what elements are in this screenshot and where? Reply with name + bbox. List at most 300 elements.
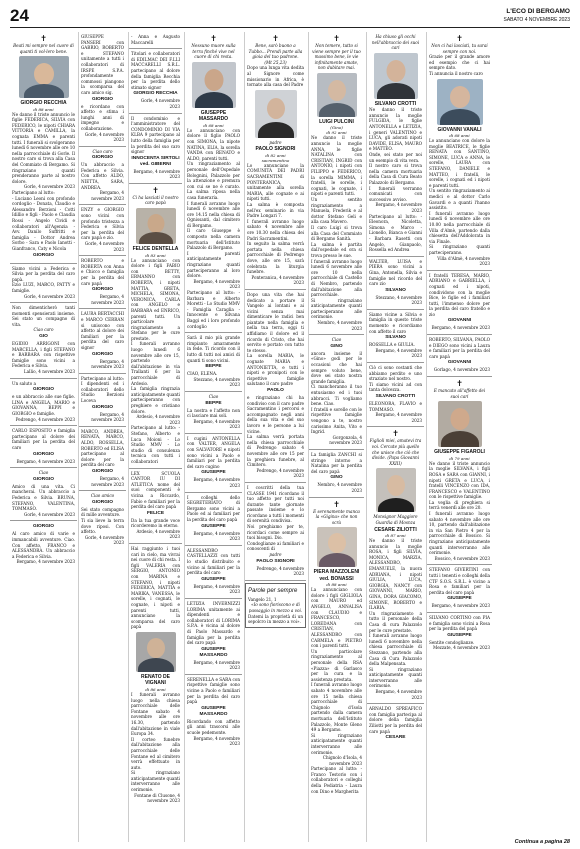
notice-text: Partecipano al lutto: - Barbara e Alberto Moretti - Lo Studio MMV - Famiglia Caraglia - Innocente e Silvana Baggi ed i loro profondo cordoglio bbox=[187, 290, 240, 329]
notice-text: Il caro Giuseppe è composto nella camera mortuaria dell'Istituto Palazzolo di Bergamo. bbox=[187, 228, 240, 251]
deceased-name: FELICE DENTELLA bbox=[132, 246, 179, 253]
notice-text: ROSSELLA e GIULIA. bbox=[369, 342, 415, 348]
notice-block bbox=[427, 335, 492, 377]
cross-icon: ✝ bbox=[152, 185, 159, 195]
notice-text: I fratelli e sorelle con le rispettive famiglie vengono a te, nostro carissimo Anita, Vito e Ingrid. bbox=[311, 406, 362, 435]
notice-text: Il nostro caro si trova nella camera mortuaria della Casa di Cura Beato Palazzolo di Bergamo. bbox=[369, 163, 422, 185]
notice-place: Bergamo, 4 novembre 2023 bbox=[91, 294, 124, 305]
notice-text: Il caro Luigi si trova alla Casa del Commiato di Bergamo Sanità. bbox=[311, 224, 362, 242]
deceased-name: PAOLO SIGNORI bbox=[255, 146, 296, 153]
notice-place: Bergamo, 4 novembre 2023 bbox=[193, 418, 240, 430]
portrait-photo bbox=[317, 527, 357, 567]
notice-place: Bergamo, 4 novembre 2023 bbox=[193, 477, 240, 489]
deceased-age: di 86 anni bbox=[145, 686, 166, 692]
notice-block bbox=[79, 32, 126, 147]
notice-text: La annunciano con dolore i figli GIGLIOLA con MAURO ed ANGELO, ANNALISA con CLAUDIO e FRANCESCO, LOREDANA con CRISTIAN, ALESSANDRO con CARMELA e PIETRO con i parenti tutti. bbox=[311, 587, 362, 649]
notice-text: Non dimenticherò tanti momenti spensierati insieme. Sei stato un compagno di vita. bbox=[12, 305, 75, 327]
notice-place: Gorle, 4 novembre 2023 bbox=[140, 98, 180, 109]
notice-block bbox=[185, 434, 242, 493]
notice-text: I funerali avranno luogo lunedì 6 novembre alle ore 14.15 nella chiesa di Ognissanti, dal cimitero di Bergamo. bbox=[187, 200, 240, 228]
deceased-nickname: (Gino) bbox=[330, 125, 343, 131]
notice-signori bbox=[245, 32, 306, 290]
notice-text: ELEONORA, FLAVIO e TOMMASO. bbox=[369, 401, 422, 412]
notice-text: I cugini ANTONELLA con VALTER, ANGELA con SALVATORE e nipoti sono vicini a Paolo e familiari per la perdita del caro cugino bbox=[187, 435, 240, 469]
deceased-name: GIORGIO RECCHIA bbox=[20, 100, 67, 107]
notice-text: LEX SCUOLA CANTOR IU DI ATLETICA nome del suoi componenti è vicina a Riccardo, Fabio e familiari per la perdita del caro papà bbox=[131, 470, 180, 510]
notice-place: Pedrengo, 4 novembre 2023 bbox=[15, 416, 75, 422]
deceased-age: di 92 anni bbox=[326, 130, 347, 136]
notice-place: Gorle, 4 novembre 2023 bbox=[84, 131, 124, 143]
column-3 bbox=[128, 32, 182, 842]
notice-text: La salma è composta nell'ex seminario in via Padre Longari 7. bbox=[247, 202, 304, 219]
notice-block bbox=[10, 303, 77, 379]
notice-text: Hai raggiunto i tuoi cari in cielo, ma vivrai nei cuore di chi resta. I figli VALERIA con SERGIO, ANTONIO con MARINA e STEFANO, i nipoti FEDERICA, MATTIA e MARIKA, VANESSA, le sorelle, i cognati, le cognate, i nipoti e parenti tutti, annunciano la scomparsa del caro papà bbox=[131, 546, 180, 630]
notice-text: La salma è partita dall'ospedale ed ora si trova presso le sue. bbox=[311, 241, 362, 258]
notice-text: Ciò ci sono costanti che abbiamo perdito e uno straziato nel nostro. bbox=[369, 365, 422, 382]
notice-text: Si ringraziano anticipatamente quanti interverranno alle cerimonie. bbox=[131, 770, 180, 793]
notice-place: Bergamo, 4 novembre 2023 bbox=[375, 412, 422, 423]
notice-text: La nostra e l'affetto non ci lasciare mai soli. bbox=[187, 407, 240, 419]
notice-signature: GINO bbox=[330, 475, 343, 481]
notice-signature: GIORGIO bbox=[32, 524, 55, 530]
cross-icon: ✝ bbox=[456, 379, 463, 389]
notice-block bbox=[427, 565, 492, 613]
notice-ziliotti bbox=[367, 427, 424, 704]
deceased-age: di 83 anni bbox=[145, 252, 166, 258]
notice-text: Ne danno il triste annuncio la moglie FULGIDA, le figlie ANTONELLA e LETIZIA, i generi VALENTINO e LUCA, gli adorati nipoti DAVIDE, ELISA, MAURO e MATTEO. bbox=[369, 107, 422, 152]
deceased-name: GIOVANNI VANALI bbox=[437, 126, 482, 133]
notice-text: La sorella MARIA, le cognate MARIA e ANTONIETTA, e tutti i nipoti e pronipoti con le rispettive famiglie salutano il caro padre bbox=[247, 353, 304, 387]
notice-signature: GIORGIO bbox=[32, 476, 55, 482]
notice-place: Ardesio, 4 novembre 2023 bbox=[136, 414, 180, 425]
deceased-age: di 87 anni bbox=[385, 533, 406, 539]
notice-place: Bergamo, 4 novembre 2023 bbox=[133, 168, 180, 180]
notice-text: Lo annunciano la COMUNITÀ DEI PADRI SACRAMENTINI di PONTERANICA, unitamente alla sorella MARIA, alle cognate e ai nipoti tutti. bbox=[247, 162, 304, 202]
deceased-age: di 82 anni bbox=[265, 152, 286, 158]
notice-block bbox=[185, 599, 242, 675]
notice-text: e ricordano con affetto e stima i lunghi anni di impegno e collaborazione. bbox=[81, 103, 124, 131]
notice-signature: GIORGIO bbox=[32, 451, 55, 457]
notice-signature: GINO bbox=[330, 343, 343, 349]
notice-block bbox=[79, 205, 126, 256]
notice-text: Siamo vicine a Silvia e famiglia in questo triste momento e ricordiamo con affetto il caro bbox=[369, 311, 422, 334]
notice-signature: GIO bbox=[39, 334, 48, 340]
portrait-photo bbox=[136, 632, 176, 672]
notice-block bbox=[129, 49, 182, 113]
notice-text: LETIZIA INVERNIZZI LORIMA unitamente ai dipendenti e collaboratori di LORIMA S.P.A. è vicina al dolore di Paolo Massardo e famiglia per la perdita del caro papà bbox=[187, 600, 240, 646]
notice-text: Lo annunciano con dolore il figlio PAOLO con SIMONA, la nipote NATINA, ELIA, la sorella VANDA con RENATO e ALDO, parenti tutti. bbox=[187, 127, 240, 161]
notice-text: Ciao caro bbox=[92, 148, 113, 154]
deceased-name: GIUSEPPE FIGAROLI bbox=[434, 449, 485, 456]
notice-text: I coscritti della tua CLASSE 1941 ricordano il tuo affetto per tutti noi durante tante giornate passate insieme e lo ricordano a tutti i momenti di serenità condivisa. bbox=[247, 484, 304, 524]
notice-block bbox=[185, 675, 242, 750]
notice-signature: GIUSEPPE bbox=[201, 470, 226, 476]
notice-text: Ti siamo vicini ad con tanta dolcezza. bbox=[369, 381, 422, 393]
notice-text: E mancato all'affetto dei suoi cari bbox=[433, 388, 486, 399]
notice-signature: SILVANO bbox=[385, 335, 406, 341]
newspaper-name: L'ECO DI BERGAMO bbox=[506, 8, 570, 15]
notice-signature: GIUSEPPE bbox=[447, 596, 472, 602]
notice-text: Lo annunciano con dolore la moglie BEATRICE, le figlie RENATA con SANTINO, SIMONE, LUCA e ANNA, le sorelle, LAURA con STEFANO, DANIELE e MATTEO, i fratelli, le sorelle, i cognati ed i nipoti e parenti tutti. bbox=[429, 138, 490, 188]
notice-text: I funerali avranno luogo lunedì 6 novembre alle ore 10.00 nella parrocchiale di Villa d'Almè, partendo dalla chiesetta dell'Addolorata in via Finale. bbox=[429, 210, 490, 244]
notice-text: Amico di una vita. Ci mancherai. Un abbraccio a Federica e Silvia. BRUNA, STEFANO, VALENTINA, TOMMASO. bbox=[12, 483, 75, 512]
notice-text: Partecipano al lutto: - Franco Testorio con i collaboratori e colleghi della Pediatria - Laura con Dino e Margherita bbox=[311, 766, 362, 794]
notice-text: Partecipano al lutto: - Eleonora, Nicoletta, Simona e Marco - Lionello, Bianca e Gianni - Barbara Rasetti con Angelo, Gianpaolo, Rossella ed Andrea bbox=[369, 213, 422, 253]
cross-icon: ✝ bbox=[272, 34, 279, 43]
notice-place: Bergamo, 4 novembre 2023 bbox=[16, 559, 75, 565]
notice-text: Si ringraziano anticipatamente quanti interverranno alle cerimonie. bbox=[311, 732, 362, 755]
notice-text: Un sentito ringraziamento ai medici e al dottor Carlo Gavardi e a quanti l'hanno assistito. bbox=[429, 188, 490, 211]
notice-signature: PAOLO SIGNORI bbox=[256, 558, 295, 564]
notice-block bbox=[10, 521, 77, 568]
notice-place: Nembro, 4 novembre 2023 bbox=[317, 320, 362, 331]
notice-signature: CESARE bbox=[385, 735, 406, 741]
notice-block bbox=[309, 335, 364, 450]
notice-text: Si ringraziano anticipatamente quanti interverranno alle cerimonie. bbox=[369, 666, 422, 689]
notice-text: Ha chiuso gli occhi nell'abbraccio dei suoi cari bbox=[371, 34, 420, 51]
continued-note: Continua a pagina 28 bbox=[514, 839, 570, 845]
notice-text: Un sentito ringraziamento a Manuela, Frederik e al dottor Stefano Geli e alla casa Mavero. bbox=[311, 197, 362, 225]
notice-signature: GIUSEPPE MASSARDO bbox=[199, 705, 228, 717]
notice-block bbox=[367, 257, 424, 310]
deceased-role: sacramentino bbox=[261, 157, 290, 163]
notice-text: Onde, sei stato per noi un esempio di vita vera. bbox=[369, 152, 422, 163]
notice-text: CARLO ESPOSITO e famiglia partecipano al dolore dei familiari per la perdita del caro bbox=[12, 428, 75, 450]
notice-place: Bergamo, 4 novembre 2023 bbox=[91, 190, 124, 201]
notice-place: Bergamo, 4 novembre 2023 bbox=[16, 458, 75, 464]
column-1 bbox=[10, 32, 77, 842]
notice-poem: Nessuno muore sulla terra finché vive nel cuore di chi resta. bbox=[191, 43, 236, 60]
notice-text: Siamo vicini a Federica e Silvia per la perdita del caro papà. bbox=[12, 265, 75, 282]
notice-block bbox=[427, 613, 492, 654]
notice-signature: PAOLO bbox=[267, 388, 284, 393]
box-quote: Datemi la proprietà di un sepolcro in mezzo a voi». bbox=[248, 613, 303, 625]
notice-text: E serenamente manca la «Gigina» che non scrà bbox=[313, 508, 360, 525]
notice-block bbox=[79, 427, 126, 491]
notice-signature: GIORGIO bbox=[91, 499, 114, 505]
parole-per-sempre-box bbox=[245, 583, 306, 628]
notice-place: Pedrengo, 4 novembre 2023 bbox=[256, 565, 304, 577]
notice-place: Bergamo, 4 novembre 2023 bbox=[193, 530, 240, 542]
notice-text: ROBERTO, SILVANA, PAOLO e DIEGO sono vicini a Laura e familiari per la perdita del caro papà bbox=[429, 337, 490, 359]
page-header bbox=[10, 6, 570, 28]
notice-text: La salma verrà portata nella chiesa parrocchiale di Pedrengo sabato 4 novembre alle ore 15 per la preghiera funebre, al Cimitero. bbox=[247, 434, 304, 468]
notice-place: Gorle, 4 novembre 2023 bbox=[24, 293, 75, 299]
notice-text: I funerali avranno luogo nella chiesa parrocchiale delle Fontane sabato 4 novembre alle ore 16.30, partendo dall'abitazione in viale Europa 34. bbox=[131, 691, 180, 737]
notice-place: Gorle, 4 novembre 2023 bbox=[84, 241, 124, 252]
cross-icon: ✝ bbox=[333, 499, 340, 509]
notice-text: EGIDIO ARRIGONI con MARCELLA, i figli STEFANO e BARBARA con rispettive famiglie sono vicini a Federica e Silvia. bbox=[12, 341, 75, 369]
deceased-age: di 68 anni bbox=[449, 133, 470, 139]
notice-text: I colleghi dello SEGRETERIATO di Bergamo sono vicini a Paolo ed ai familiari per la perdita del caro papà bbox=[187, 494, 240, 522]
notice-text: ancora insieme il «Gino» godi per le occasioni che hai sempre voluto bene, dove sei stato nostra grande famiglia. bbox=[311, 350, 362, 384]
notice-text: Un ringraziamento al personale dell'Ospedale Bolognini, Palazzolo per la attenzione e premura con cui se ne è curato. La salma riposa nella casa funeraria. bbox=[187, 161, 240, 200]
notice-massardo bbox=[185, 32, 242, 333]
notice-text: Ti sia lieve la terra dove riposi. Con affetto. bbox=[81, 517, 124, 535]
notice-place: Nembro, 4 novembre 2023 bbox=[317, 482, 362, 493]
notice-block bbox=[10, 264, 77, 304]
portrait-photo bbox=[192, 62, 236, 108]
notice-text: GIUSEPPE PANSERI con GABRIO, ROBERTO e STEFANO unitamente a tutti i collaboratori di IRSPE S.P.A. profondamente commossi piangono la scomparsa del caro amico sig. bbox=[81, 34, 124, 95]
notice-text: In seguito la salma verrà portata nella chiesa parrocchiale di Pedrengo dove, alle ore 15, sarà celebrata la liturgia funebre. bbox=[247, 241, 304, 275]
notice-text: Ciao amico bbox=[90, 493, 115, 499]
notice-place: Bossico, 4 novembre 2023 bbox=[434, 555, 490, 561]
deceased-name: SILVANO CROTTI bbox=[374, 100, 417, 107]
notice-text: SILVANO CORTINO con PIA e famiglia sono vicini a Rosa per la perdita del papà bbox=[429, 614, 490, 632]
column-7 bbox=[366, 32, 424, 842]
notice-block bbox=[129, 114, 182, 184]
notice-place: Bergamo, 4 novembre 2023 bbox=[375, 347, 422, 359]
notice-text: I funerali verranno comunicati con successivo avviso. bbox=[369, 185, 422, 202]
column-6 bbox=[308, 32, 364, 842]
notice-signature: GIORGIO bbox=[91, 351, 114, 357]
box-quote: «Io sono fioriscono e di passaggio in mezzo a voi. bbox=[248, 602, 303, 613]
notice-signature: GIORGIO bbox=[91, 404, 114, 410]
notice-place: Bergamo, 4 novembre 2023 bbox=[193, 735, 240, 747]
notice-text: Noi preghiamo per te, ricordaci come sempre ai tuoi bisogni. Dio. bbox=[247, 524, 304, 541]
notice-block bbox=[245, 290, 306, 483]
notice-text: STEFANO GIVERTINI con tutti i tenenti e colleghi della CTF S.O.S. S.R.L. è vicino a Rosa e familiari per la perdita del caro papà bbox=[429, 567, 490, 595]
portrait-photo bbox=[255, 90, 297, 138]
notice-text: CIAO, ELENA. bbox=[187, 371, 218, 377]
cross-icon: ✝ bbox=[333, 34, 340, 43]
notice-mazzoleni bbox=[309, 498, 364, 798]
notice-block bbox=[185, 333, 242, 392]
notice-text: Un particolare ringraziamento al personale della RSA «Piazza» di Garlasco per la cura e la assistenza prestata. bbox=[311, 648, 362, 682]
notice-text: Ne danno il triste annuncio le figlie FEDERICA, SILVIA con FEDERICO, le nipoti CHIARA VITTORIA e CAMILLA, la cognata EMMA e parenti tutti. I funerali si svolgeranno lunedì 6 novembre alle ore 10 nella parrocchiale di Gorle. Il nostro caro si trova alla Casa del Commiato di Bergamo. Si ringraziano quanti prenderanno parte al nostro dolore. bbox=[12, 111, 76, 184]
notice-text: I funerali avranno luogo lunedì 6 novembre alle ore 10 nella parrocchiale di Castello di Nembro, partendo dall'abitazione alla parrocchiale. bbox=[311, 258, 362, 298]
notice-block bbox=[245, 483, 306, 581]
notice-text: Al caro amico di varie e immancabili avventure. Ciao. Con affetto, FRANCO e ALESSANDRA. Un abbraccio a Federica e Silvia. bbox=[12, 531, 75, 559]
notice-text: Ciao bbox=[331, 337, 342, 343]
notice-text: Partecipano al lutto: - Stefano, Alberto e Luca Moioni - Lo Studio MMV - Lo studio di consulenza tecnica con tutti i collaboratori bbox=[131, 425, 180, 464]
notice-signature: GIORGIO bbox=[91, 469, 114, 474]
notice-recchia bbox=[10, 32, 77, 264]
column-5 bbox=[244, 32, 306, 842]
notice-place: Mezzate, 4 novembre 2023 bbox=[432, 645, 490, 651]
notice-text: Ricordando con affetto gli anni trascorsi alle scuole pedemonte. bbox=[187, 718, 240, 736]
notice-text: ENZY e GIORGIO sono vicini con profondo tristezza a Federica e Silvia per la perdita del caro papà e zio. bbox=[81, 207, 124, 241]
notice-signature: GIORGIO bbox=[32, 252, 55, 258]
partecipation-list: - Luciano Leoni con profondo cordoglio - Donata, Claudio e Alessandro Berzioni - Cotti Idillio e figli - Paolo e Claudia Rossi - Angelo Cividi e collaboratori all'Agenzia - Avv. Danilo Suffritti e famiglia - Dottor Andrea Sorbo - Sara e Paolo Ianotti - Gianfranco, Caty e Nicola bbox=[12, 195, 75, 251]
notice-text: Titolari e collaboratori di EDILMAC DEI F.LLI MACCARELLI S.R.L. partecipano al dolore della famiglia Recchia per la perdita dello stimato signor bbox=[131, 51, 180, 90]
notice-block bbox=[185, 392, 242, 434]
notice-text: Ti annuncia il nostro caro bbox=[429, 70, 483, 76]
column-8 bbox=[426, 32, 492, 842]
notice-poem: Figlioli miei, amatevi tra voi. Cercate più quello che unisce che ciò che divide. (Papa Giovanni XXIII) bbox=[369, 438, 422, 466]
notice-text: Un saluto a bbox=[12, 380, 36, 386]
notice-text: ALESSANDRO CASTELLAZZI con tutti lo studio distribuito e vicino ai familiari per la perdita del caro bbox=[187, 547, 240, 576]
cross-icon: ✝ bbox=[392, 429, 399, 439]
notice-block bbox=[427, 271, 492, 335]
notice-place: Bergamo, 4 novembre 2023 bbox=[431, 325, 490, 331]
notice-place: Villa d'Almè, 4 novembre 2023 bbox=[437, 255, 490, 267]
notice-text: Ne danno il triste annuncio la moglie SILVANA, i figli ROSA e SARA con GIANNI, i nipoti GRETA e LUCA, i fratelli VINCENZO con IDA, FRANCESCO e VALENTINO con le rispettive famiglie. bbox=[429, 460, 490, 500]
notice-place: Bergamo, 4 novembre 2023 bbox=[375, 689, 422, 700]
notice-text: I funerali avranno luogo sabato 4 novembre alle ore 10.30 nella chiesa dei Padri Sacramentini. bbox=[247, 218, 304, 241]
notice-text: Ne danno il triste annuncio la moglie ROSA, i figli SILVIA, MONICA, MARZIA, ALESSANDRO, EMANUELE, la nuora ADRIANA, i nipoti GIULIA, LUCA, GIORGIA, NANCY con GIOVANNI, MARIO, GINA, DORA GIACOMO, SIMONE, ROBERTO e ILARIA. bbox=[369, 538, 422, 611]
notice-signature: GIORGIO bbox=[91, 287, 114, 293]
notice-text: La famiglia ZANCHI si stringe intorno a Natalina per la perdita del caro papà bbox=[311, 451, 362, 474]
notice-text: Ciao bbox=[38, 470, 49, 476]
notice-text: I parenti anticipatamente ringraziano quanti parteciperanno al loro dolore. bbox=[187, 250, 240, 279]
notice-place: Lallio, 4 novembre 2023 bbox=[23, 369, 75, 375]
notice-place: Gorle, 4 novembre 2023 bbox=[84, 534, 124, 546]
cross-icon: ✝ bbox=[210, 34, 217, 43]
notice-text: ARNALDO SPREAFICO con famiglia partecipa al dolore della famiglia Ziliotti per la perdita del caro papà bbox=[369, 706, 422, 734]
poem-reference: (Mt 25,23) bbox=[264, 59, 287, 65]
notice-text: Dopo una lunga vita dedita al Signore come missionario in Africa, è tornato alla casa del Padre bbox=[247, 65, 304, 88]
notice-block bbox=[367, 704, 424, 745]
title-caption: padre bbox=[269, 552, 282, 558]
notice-signature: GIUSEPPE bbox=[201, 523, 226, 529]
deceased-name: LUIGI PULCINI bbox=[319, 118, 354, 125]
notice-poem: Bene, sarò buono a Tubbo... Prendi parte alla gioia del tuo padrone. bbox=[248, 43, 303, 60]
notice-text: SERENELLA e SARA con rispettive famiglie sono vicine a Paolo e familiari per la perdita del caro papà bbox=[187, 676, 240, 705]
notice-signature: GIUSEPPE bbox=[201, 576, 226, 582]
notice-vanali bbox=[427, 32, 492, 271]
portrait-photo bbox=[374, 53, 418, 99]
notice-text: Ezio LUZI, MARCO, PATTY e famiglie. bbox=[12, 282, 75, 293]
notice-text: Ci ha lasciati il nostro caro papà bbox=[132, 194, 179, 206]
notice-block bbox=[79, 491, 126, 549]
notice-place: Bergamo, 4 novembre 2023 bbox=[193, 583, 240, 595]
cross-icon: ✝ bbox=[456, 34, 463, 43]
notice-place: Bergamo, 4 novembre 2023 bbox=[91, 476, 124, 487]
notice-place: Fontane di Clusone, 4 novembre 2023 bbox=[134, 792, 180, 804]
deceased-age: di 79 anni bbox=[449, 455, 470, 461]
deceased-name: CESARE ZILIOTTI bbox=[374, 526, 417, 533]
notice-signature: FELICE bbox=[146, 510, 165, 516]
notice-text: Sarà il mio più grande rimpianto amaramente in fede. Ti ricordo con il lutto di tutti noi amici di quanti ti sono vicini. bbox=[187, 335, 240, 363]
box-reference: Vangelo 21, 1 bbox=[248, 596, 277, 602]
notice-signature: GIORGIO bbox=[91, 155, 114, 161]
notice-place: Pedrengo, 4 novembre 2023 bbox=[256, 467, 304, 479]
notice-place: Bergamo, 4 novembre 2023 bbox=[91, 411, 124, 423]
notice-place: Ponteranica, 4 novembre 2023 bbox=[251, 274, 304, 286]
notice-signature: GIUSEPPE bbox=[447, 632, 472, 638]
notice-poem: Non temere, tutto si viene sempre per il tuo massimo bene, le vie infinitamente amate, non dubitare mai. bbox=[312, 43, 361, 71]
notice-signature: GIOVANNI bbox=[447, 318, 472, 324]
notice-block bbox=[185, 493, 242, 546]
portrait-photo bbox=[376, 468, 416, 512]
notice-signature: GIORGIO bbox=[91, 96, 114, 102]
notice-text: Ne danno il triste annuncio la moglie ANNA, le figlie NATALINA con CRISTIAN, INGRID con ANTONIO, i nipoti con FILIPPO e FEDERICO, la sorella MIMMA, i fratelli, le sorelle, i cognati, le cognate, i nipoti e parenti tutti. bbox=[311, 135, 362, 197]
notice-place: Bergamo, 4 novembre 2023 bbox=[91, 358, 124, 370]
notice-block bbox=[79, 309, 126, 373]
notice-text: Lo annunciano con dolore i figli FABIO con BETTY, ERMANNO con ROBERTA, i nipoti MATTIA, GRETA, MICHELA, SIMONA, VERONICA, CARLA con ANGELO e BARBARA ed ENRICO, parenti tutti. Un particolare ringraziamento a Stefano per le cure prestate. bbox=[131, 257, 180, 341]
notice-text: I fratelli TERESA, MARIO, ADRIANO e GABRIELLA, i cognati ed i nipoti, condividono con la moglie Bice, le figlie ed i familiari tutti, l'immenso dolore per la perdita del caro fratello e zio bbox=[429, 272, 490, 317]
notice-text: La veglia di preghiera si terrà venerdì alle ore 20. bbox=[429, 499, 490, 511]
portrait-photo bbox=[437, 79, 483, 125]
column-2 bbox=[78, 32, 126, 842]
notice-crotti bbox=[367, 32, 424, 257]
notice-text: Sentite condoglianze. bbox=[429, 639, 475, 645]
notice-signature: BEPPE bbox=[205, 400, 222, 406]
notice-text: I funerali avranno luogo sabato 4 novembre alle ore 10, partendo dall'abitazione in via San Pietro 4 per la parrocchiale di Bossico. Si ringraziano anticipatamente quanti interverranno alle cerimonie. bbox=[429, 511, 490, 556]
notice-dentella bbox=[129, 184, 182, 469]
notice-text: Il condominio e l'amministratore del CONDOMINIO DI VIA KLBA 9 partecipano al lutto della famiglia per la perdita del suo caro signor bbox=[131, 115, 180, 155]
notice-poem: Beati mi sempre nel cuore di quanti ti vol-lero bene. bbox=[13, 43, 74, 54]
notice-signature: BEPPE bbox=[205, 364, 222, 370]
partecipation-label: Partecipano al lutto: bbox=[12, 190, 55, 195]
column-4 bbox=[184, 32, 242, 842]
notice-signature: GIORGIO RECCHIA bbox=[133, 91, 178, 97]
notice-block bbox=[309, 450, 364, 498]
notice-text: ROBERTO e ROBERTA con Anna e Chicco e famiglia per la perdita del caro papà bbox=[81, 258, 124, 286]
notice-place: Bergamo, 4 novembre 2023 bbox=[193, 278, 240, 290]
box-title: Parole per sempre bbox=[248, 587, 298, 594]
notice-text: La famiglia ringrazia anticipatamente quanti parteciperanno con preghiere e cristiano dolore. bbox=[131, 386, 180, 414]
notice-text: WALTER, LUISA e PIERA sono vicini a Gina, Antonella, Silvia e famiglie nel ricordo del caro zio bbox=[369, 258, 422, 287]
portrait-photo bbox=[19, 56, 69, 98]
notice-figaroli bbox=[427, 377, 492, 565]
notice-block bbox=[10, 468, 77, 521]
notice-text: Dopo una vita che hai dedicato a portare il Vangelo ai lontani e ai vicini senza mai dimenticare le radici ben piantate nella famiglia e nella tua terra, oggi ti affidiamo il dolore ed il ricordo di Cristo, che hai servito e portato con tutto te stesso. bbox=[247, 291, 304, 353]
notice-text: MARCO, ANDREA, RENATA, MARCO, ALDO, ROSSELLA, ROBERTO ed ELISA partecipano al dolore per la perdita del caro bbox=[81, 428, 124, 468]
notice-text: - Anna e Augusto Maccarelli bbox=[131, 34, 180, 45]
notice-text: Sei stato compagno di mille avventure. bbox=[81, 506, 124, 518]
portrait-photo bbox=[317, 73, 357, 117]
notice-text: Il corteo funebre dall'abitazione alla parrocchiale delle Fontane ed al cimitero verrà effettuato in auto. bbox=[131, 736, 180, 770]
notice-place: Bergamo, 4 novembre 2023 bbox=[375, 202, 422, 213]
notice-place: Gorle, 4 novembre 2023 bbox=[24, 184, 75, 190]
notice-block bbox=[185, 546, 242, 599]
notice-block bbox=[79, 256, 126, 309]
notice-text: Ciao caro bbox=[33, 327, 54, 333]
notice-block bbox=[10, 426, 77, 468]
notice-text: Un ringraziamento a tutto il personale della Casa di cura Palazzolo per le cure prestate. bbox=[369, 610, 422, 633]
notice-block bbox=[129, 32, 182, 49]
title-caption: padre bbox=[269, 139, 282, 145]
notice-signature: SILVANO bbox=[385, 287, 406, 293]
notice-text: I funerali avranno luogo lunedì 6 novembre nella chiesa parrocchiale di Stezzano, partendo alla Casa di Cura Palazzolo della Malpensata. bbox=[369, 633, 422, 667]
page-number: 24 bbox=[10, 6, 29, 25]
notice-signature: GIUSEPPE MASSARDO bbox=[199, 646, 228, 658]
notice-text: e un abbraccio alle sue figlie. LINA e ANGELA, MARIO e GIOVANNA, BEPPI e GIORGIO e famiglie. bbox=[12, 394, 75, 416]
notice-block bbox=[367, 310, 424, 363]
notice-signature: GIOVANNI bbox=[447, 360, 472, 366]
notice-text: Si ringraziano anticipatamente quanti parteciperanno alle cerimonie. bbox=[311, 297, 362, 320]
notice-text: I funerali avranno luogo lunedì 6 novembre alle ore 15, partendo dall'abitazione in via Trallanti 6 per la parrocchiale di Ardesio. bbox=[131, 341, 180, 386]
notice-place: Gorle, 4 novembre 2023 bbox=[24, 511, 75, 517]
notice-block bbox=[10, 379, 77, 427]
notice-block bbox=[129, 469, 182, 545]
notice-block bbox=[79, 147, 126, 206]
notice-text: Ci mancheranno il tuo entusiasmo ed i tuoi abbracci. Ti vogliamo bene. Ciao. bbox=[311, 384, 362, 407]
portrait-photo bbox=[438, 401, 482, 447]
portrait-photo bbox=[136, 208, 176, 244]
notice-text: Non ci hai lasciati, tu sarai sempre con noi. bbox=[431, 43, 488, 54]
notice-text: Ciao bbox=[208, 393, 219, 399]
notice-place: Bergamo, 4 novembre 2023 bbox=[431, 603, 490, 609]
notice-pulcini bbox=[309, 32, 364, 335]
issue-date: SABATO 4 NOVEMBRE 2023 bbox=[503, 17, 570, 23]
notice-block bbox=[367, 363, 424, 427]
notice-place: Chignolo d'Isola, 4 novembre 2023 bbox=[322, 755, 362, 766]
notice-text: I funerali avranno luogo sabato 4 novembre alle ore 15 nella chiesa parrocchiale di Chignolo d'Isola partendo dalla camera mortuaria dell'Istituto Palazzolo, Monte Gleno 49 a Bergamo. bbox=[311, 682, 362, 733]
notice-place: Gorlago, 4 novembre 2023 bbox=[433, 367, 490, 373]
notice-text: Si ringraziano quanti parteciperanno. bbox=[429, 244, 490, 255]
notice-text: Partecipano al lutto: I dipendenti ed i collaboratori dello Studio Berzioni Loceva bbox=[81, 375, 124, 404]
notice-text: Grazie per il grande amore ed esempio che ci hai sempre dato. bbox=[429, 54, 490, 71]
cross-icon: ✝ bbox=[40, 34, 47, 43]
notice-text: Condoglianze ai familiari e conoscenti di bbox=[247, 540, 304, 552]
deceased-name: PIERA MAZZOLENI ved. BONASSI bbox=[313, 569, 360, 582]
notice-block bbox=[79, 374, 126, 427]
notice-signature: GIORGIO bbox=[32, 387, 55, 393]
deceased-age: di 88 anni bbox=[326, 582, 347, 588]
